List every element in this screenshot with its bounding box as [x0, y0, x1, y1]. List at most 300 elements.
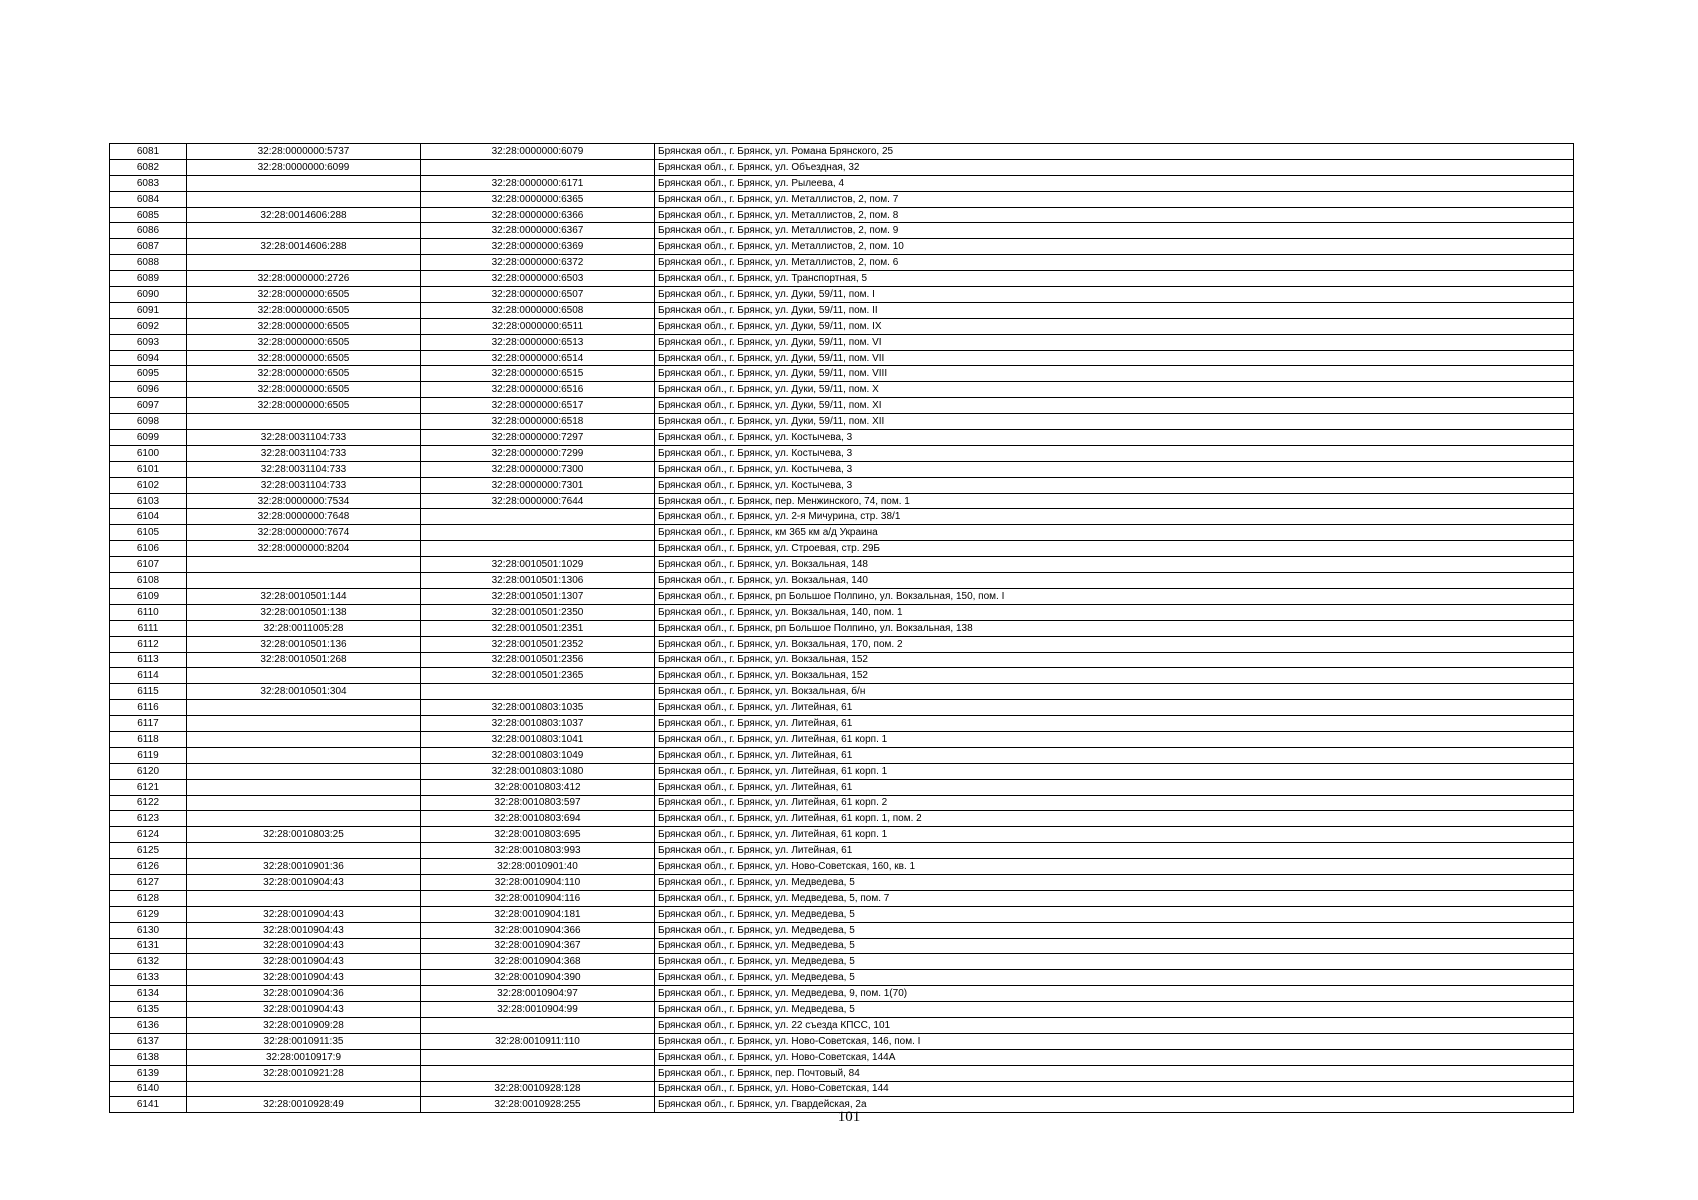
row-number-cell: 6108: [110, 573, 187, 589]
cadastral-number-cell: [187, 811, 421, 827]
table-row: [110, 588, 1574, 604]
address-cell: Брянская обл., г. Брянск, ул. Металлистов, 2, пом. 10: [655, 239, 1574, 255]
address-cell: Брянская обл., г. Брянск, ул. Вокзальная, 148: [655, 557, 1574, 573]
object-cadastral-number-cell: 32:28:0010928:128: [421, 1081, 655, 1097]
address-cell: Брянская обл., г. Брянск, ул. Костычева, 3: [655, 477, 1574, 493]
address-cell: Брянская обл., г. Брянск, ул. Рылеева, 4: [655, 175, 1574, 191]
table-row: [110, 573, 1574, 589]
table-row: [110, 255, 1574, 271]
row-number-cell: 6109: [110, 588, 187, 604]
object-cadastral-number-cell: 32:28:0010803:1035: [421, 700, 655, 716]
table-row: [110, 461, 1574, 477]
table-row: [110, 779, 1574, 795]
table-row: [110, 668, 1574, 684]
row-number-cell: 6099: [110, 430, 187, 446]
cadastral-number-cell: 32:28:0010909:28: [187, 1017, 421, 1033]
object-cadastral-number-cell: 32:28:0000000:6367: [421, 223, 655, 239]
address-cell: Брянская обл., г. Брянск, ул. Ново-Советская, 146, пом. I: [655, 1033, 1574, 1049]
table-row: [110, 970, 1574, 986]
object-cadastral-number-cell: 32:28:0010911:110: [421, 1033, 655, 1049]
object-cadastral-number-cell: 32:28:0010803:412: [421, 779, 655, 795]
object-cadastral-number-cell: 32:28:0010904:99: [421, 1002, 655, 1018]
object-cadastral-number-cell: 32:28:0000000:7299: [421, 445, 655, 461]
cadastral-number-cell: 32:28:0010921:28: [187, 1065, 421, 1081]
address-cell: Брянская обл., г. Брянск, ул. Литейная, 61: [655, 747, 1574, 763]
row-number-cell: 6115: [110, 684, 187, 700]
object-cadastral-number-cell: 32:28:0010928:255: [421, 1097, 655, 1113]
cadastral-number-cell: 32:28:0000000:6099: [187, 159, 421, 175]
cadastral-number-cell: 32:28:0000000:6505: [187, 398, 421, 414]
object-cadastral-number-cell: 32:28:0010803:993: [421, 843, 655, 859]
row-number-cell: 6104: [110, 509, 187, 525]
address-cell: Брянская обл., г. Брянск, ул. Литейная, 61: [655, 700, 1574, 716]
table-row: [110, 144, 1574, 160]
object-cadastral-number-cell: 32:28:0000000:7301: [421, 477, 655, 493]
object-cadastral-number-cell: 32:28:0000000:6079: [421, 144, 655, 160]
table-row: [110, 763, 1574, 779]
row-number-cell: 6111: [110, 620, 187, 636]
address-cell: Брянская обл., г. Брянск, ул. Литейная, 61: [655, 779, 1574, 795]
cadastral-number-cell: 32:28:0000000:6505: [187, 287, 421, 303]
row-number-cell: 6138: [110, 1049, 187, 1065]
row-number-cell: 6085: [110, 207, 187, 223]
row-number-cell: 6090: [110, 287, 187, 303]
address-cell: Брянская обл., г. Брянск, ул. Литейная, 61: [655, 716, 1574, 732]
cadastral-number-cell: [187, 700, 421, 716]
object-cadastral-number-cell: 32:28:0000000:6503: [421, 271, 655, 287]
address-cell: Брянская обл., г. Брянск, ул. Медведева, 5: [655, 906, 1574, 922]
row-number-cell: 6105: [110, 525, 187, 541]
cadastral-number-cell: [187, 557, 421, 573]
address-cell: Брянская обл., г. Брянск, рп Большое Полпино, ул. Вокзальная, 150, пом. I: [655, 588, 1574, 604]
row-number-cell: 6136: [110, 1017, 187, 1033]
cadastral-number-cell: 32:28:0010904:36: [187, 986, 421, 1002]
table-row: [110, 223, 1574, 239]
cadastral-number-cell: 32:28:0010904:43: [187, 874, 421, 890]
object-cadastral-number-cell: 32:28:0010901:40: [421, 859, 655, 875]
object-cadastral-number-cell: 32:28:0010501:2352: [421, 636, 655, 652]
object-cadastral-number-cell: 32:28:0000000:7300: [421, 461, 655, 477]
cadastral-number-cell: [187, 779, 421, 795]
table-row: [110, 811, 1574, 827]
table-row: [110, 1017, 1574, 1033]
object-cadastral-number-cell: 32:28:0010803:1037: [421, 716, 655, 732]
cadastral-number-cell: [187, 414, 421, 430]
object-cadastral-number-cell: 32:28:0010904:368: [421, 954, 655, 970]
cadastral-number-cell: [187, 731, 421, 747]
address-cell: Брянская обл., г. Брянск, пер. Менжинского, 74, пом. 1: [655, 493, 1574, 509]
object-cadastral-number-cell: [421, 1017, 655, 1033]
table-row: [110, 541, 1574, 557]
cadastral-number-cell: 32:28:0031104:733: [187, 461, 421, 477]
object-cadastral-number-cell: 32:28:0010904:110: [421, 874, 655, 890]
table-row: [110, 302, 1574, 318]
row-number-cell: 6118: [110, 731, 187, 747]
object-cadastral-number-cell: 32:28:0000000:6507: [421, 287, 655, 303]
address-cell: Брянская обл., г. Брянск, ул. Медведева, 5: [655, 1002, 1574, 1018]
object-cadastral-number-cell: 32:28:0010501:1306: [421, 573, 655, 589]
object-cadastral-number-cell: 32:28:0010501:1029: [421, 557, 655, 573]
row-number-cell: 6094: [110, 350, 187, 366]
cadastral-number-cell: [187, 255, 421, 271]
table-row: [110, 159, 1574, 175]
object-cadastral-number-cell: 32:28:0000000:7297: [421, 430, 655, 446]
table-row: [110, 986, 1574, 1002]
row-number-cell: 6100: [110, 445, 187, 461]
table-row: [110, 938, 1574, 954]
table-row: [110, 477, 1574, 493]
object-cadastral-number-cell: 32:28:0010803:694: [421, 811, 655, 827]
cadastral-number-cell: 32:28:0031104:733: [187, 477, 421, 493]
cadastral-number-cell: 32:28:0010901:36: [187, 859, 421, 875]
table-row: [110, 922, 1574, 938]
row-number-cell: 6120: [110, 763, 187, 779]
cadastral-number-cell: 32:28:0000000:6505: [187, 350, 421, 366]
table-row: [110, 271, 1574, 287]
object-cadastral-number-cell: 32:28:0010501:1307: [421, 588, 655, 604]
cadastral-number-cell: 32:28:0010501:144: [187, 588, 421, 604]
row-number-cell: 6135: [110, 1002, 187, 1018]
table-row: [110, 1049, 1574, 1065]
table-row: [110, 557, 1574, 573]
object-cadastral-number-cell: 32:28:0000000:6508: [421, 302, 655, 318]
row-number-cell: 6081: [110, 144, 187, 160]
table-row: [110, 1002, 1574, 1018]
object-cadastral-number-cell: [421, 1065, 655, 1081]
address-cell: Брянская обл., г. Брянск, км 365 км а/д Украина: [655, 525, 1574, 541]
address-cell: Брянская обл., г. Брянск, рп Большое Полпино, ул. Вокзальная, 138: [655, 620, 1574, 636]
cadastral-number-cell: 32:28:0010501:138: [187, 604, 421, 620]
address-cell: Брянская обл., г. Брянск, ул. Литейная, 61 корп. 2: [655, 795, 1574, 811]
row-number-cell: 6096: [110, 382, 187, 398]
row-number-cell: 6121: [110, 779, 187, 795]
object-cadastral-number-cell: [421, 541, 655, 557]
table-row: [110, 350, 1574, 366]
address-cell: Брянская обл., г. Брянск, ул. Медведева, 5: [655, 954, 1574, 970]
row-number-cell: 6098: [110, 414, 187, 430]
cadastral-number-cell: [187, 668, 421, 684]
cadastral-number-cell: 32:28:0000000:7534: [187, 493, 421, 509]
table-row: [110, 716, 1574, 732]
address-cell: Брянская обл., г. Брянск, ул. Металлистов, 2, пом. 6: [655, 255, 1574, 271]
row-number-cell: 6126: [110, 859, 187, 875]
object-cadastral-number-cell: 32:28:0010904:390: [421, 970, 655, 986]
row-number-cell: 6101: [110, 461, 187, 477]
table-row: [110, 175, 1574, 191]
table-row: [110, 382, 1574, 398]
object-cadastral-number-cell: [421, 509, 655, 525]
table-row: [110, 366, 1574, 382]
address-cell: Брянская обл., г. Брянск, ул. Дуки, 59/11, пом. II: [655, 302, 1574, 318]
row-number-cell: 6134: [110, 986, 187, 1002]
table-row: [110, 954, 1574, 970]
registry-table-body: [110, 144, 1574, 1113]
address-cell: Брянская обл., г. Брянск, ул. Вокзальная, б/н: [655, 684, 1574, 700]
table-row: [110, 652, 1574, 668]
table-row: [110, 604, 1574, 620]
address-cell: Брянская обл., г. Брянск, ул. Костычева, 3: [655, 461, 1574, 477]
cadastral-number-cell: [187, 843, 421, 859]
object-cadastral-number-cell: 32:28:0010803:695: [421, 827, 655, 843]
object-cadastral-number-cell: 32:28:0010904:116: [421, 890, 655, 906]
row-number-cell: 6113: [110, 652, 187, 668]
cadastral-number-cell: [187, 716, 421, 732]
cadastral-number-cell: 32:28:0014606:288: [187, 207, 421, 223]
address-cell: Брянская обл., г. Брянск, ул. Вокзальная, 152: [655, 652, 1574, 668]
object-cadastral-number-cell: 32:28:0010501:2350: [421, 604, 655, 620]
table-row: [110, 906, 1574, 922]
table-row: [110, 414, 1574, 430]
cadastral-number-cell: 32:28:0010911:35: [187, 1033, 421, 1049]
table-row: [110, 874, 1574, 890]
cadastral-number-cell: 32:28:0010501:268: [187, 652, 421, 668]
cadastral-number-cell: 32:28:0000000:2726: [187, 271, 421, 287]
object-cadastral-number-cell: 32:28:0000000:6511: [421, 318, 655, 334]
cadastral-number-cell: 32:28:0010928:49: [187, 1097, 421, 1113]
cadastral-number-cell: 32:28:0000000:6505: [187, 382, 421, 398]
cadastral-number-cell: [187, 191, 421, 207]
object-cadastral-number-cell: 32:28:0010904:181: [421, 906, 655, 922]
row-number-cell: 6119: [110, 747, 187, 763]
row-number-cell: 6097: [110, 398, 187, 414]
page-number: 101: [837, 1109, 861, 1125]
address-cell: Брянская обл., г. Брянск, ул. Литейная, 61 корп. 1: [655, 827, 1574, 843]
row-number-cell: 6112: [110, 636, 187, 652]
cadastral-number-cell: 32:28:0010904:43: [187, 1002, 421, 1018]
table-row: [110, 207, 1574, 223]
cadastral-number-cell: [187, 795, 421, 811]
row-number-cell: 6095: [110, 366, 187, 382]
object-cadastral-number-cell: 32:28:0000000:6517: [421, 398, 655, 414]
object-cadastral-number-cell: 32:28:0010803:1049: [421, 747, 655, 763]
table-row: [110, 859, 1574, 875]
table-row: [110, 795, 1574, 811]
row-number-cell: 6091: [110, 302, 187, 318]
object-cadastral-number-cell: 32:28:0000000:6513: [421, 334, 655, 350]
row-number-cell: 6133: [110, 970, 187, 986]
cadastral-number-cell: 32:28:0000000:6505: [187, 318, 421, 334]
address-cell: Брянская обл., г. Брянск, ул. 22 съезда КПСС, 101: [655, 1017, 1574, 1033]
table-row: [110, 509, 1574, 525]
cadastral-number-cell: 32:28:0010501:304: [187, 684, 421, 700]
cadastral-number-cell: 32:28:0000000:7674: [187, 525, 421, 541]
table-row: [110, 684, 1574, 700]
object-cadastral-number-cell: 32:28:0000000:6515: [421, 366, 655, 382]
row-number-cell: 6130: [110, 922, 187, 938]
table-row: [110, 191, 1574, 207]
address-cell: Брянская обл., г. Брянск, ул. Дуки, 59/11, пом. X: [655, 382, 1574, 398]
row-number-cell: 6132: [110, 954, 187, 970]
table-row: [110, 636, 1574, 652]
object-cadastral-number-cell: 32:28:0000000:6365: [421, 191, 655, 207]
cadastral-number-cell: [187, 1081, 421, 1097]
address-cell: Брянская обл., г. Брянск, ул. Металлистов, 2, пом. 9: [655, 223, 1574, 239]
object-cadastral-number-cell: [421, 684, 655, 700]
row-number-cell: 6083: [110, 175, 187, 191]
row-number-cell: 6088: [110, 255, 187, 271]
cadastral-number-cell: [187, 573, 421, 589]
address-cell: Брянская обл., г. Брянск, ул. Вокзальная, 140, пом. 1: [655, 604, 1574, 620]
address-cell: Брянская обл., г. Брянск, ул. Вокзальная, 152: [655, 668, 1574, 684]
address-cell: Брянская обл., г. Брянск, ул. Литейная, 61 корп. 1: [655, 731, 1574, 747]
cadastral-number-cell: 32:28:0010917:9: [187, 1049, 421, 1065]
cadastral-number-cell: 32:28:0031104:733: [187, 430, 421, 446]
cadastral-number-cell: 32:28:0000000:8204: [187, 541, 421, 557]
object-cadastral-number-cell: [421, 525, 655, 541]
cadastral-number-cell: 32:28:0010501:136: [187, 636, 421, 652]
address-cell: Брянская обл., г. Брянск, ул. Дуки, 59/11, пом. VI: [655, 334, 1574, 350]
object-cadastral-number-cell: 32:28:0010501:2356: [421, 652, 655, 668]
table-row: [110, 620, 1574, 636]
object-cadastral-number-cell: 32:28:0000000:6369: [421, 239, 655, 255]
address-cell: Брянская обл., г. Брянск, ул. Ново-Советская, 144: [655, 1081, 1574, 1097]
address-cell: Брянская обл., г. Брянск, ул. Транспортная, 5: [655, 271, 1574, 287]
object-cadastral-number-cell: 32:28:0010501:2365: [421, 668, 655, 684]
object-cadastral-number-cell: 32:28:0010501:2351: [421, 620, 655, 636]
row-number-cell: 6102: [110, 477, 187, 493]
object-cadastral-number-cell: 32:28:0010803:1041: [421, 731, 655, 747]
cadastral-number-cell: 32:28:0010904:43: [187, 922, 421, 938]
address-cell: Брянская обл., г. Брянск, ул. Костычева, 3: [655, 445, 1574, 461]
object-cadastral-number-cell: 32:28:0000000:7644: [421, 493, 655, 509]
object-cadastral-number-cell: 32:28:0000000:6372: [421, 255, 655, 271]
table-row: [110, 318, 1574, 334]
cadastral-number-cell: 32:28:0011005:28: [187, 620, 421, 636]
row-number-cell: 6082: [110, 159, 187, 175]
cadastral-number-cell: 32:28:0000000:6505: [187, 302, 421, 318]
row-number-cell: 6084: [110, 191, 187, 207]
address-cell: Брянская обл., г. Брянск, ул. Металлистов, 2, пом. 7: [655, 191, 1574, 207]
table-row: [110, 287, 1574, 303]
row-number-cell: 6116: [110, 700, 187, 716]
row-number-cell: 6128: [110, 890, 187, 906]
address-cell: Брянская обл., г. Брянск, ул. Романа Брянского, 25: [655, 144, 1574, 160]
object-cadastral-number-cell: 32:28:0000000:6516: [421, 382, 655, 398]
address-cell: Брянская обл., г. Брянск, ул. Литейная, 61: [655, 843, 1574, 859]
cadastral-number-cell: 32:28:0010904:43: [187, 954, 421, 970]
object-cadastral-number-cell: 32:28:0010803:597: [421, 795, 655, 811]
table-row: [110, 1081, 1574, 1097]
address-cell: Брянская обл., г. Брянск, ул. Медведева, 5: [655, 922, 1574, 938]
table-row: [110, 747, 1574, 763]
row-number-cell: 6086: [110, 223, 187, 239]
cadastral-number-cell: [187, 890, 421, 906]
address-cell: Брянская обл., г. Брянск, ул. 2-я Мичурина, стр. 38/1: [655, 509, 1574, 525]
cadastral-number-cell: 32:28:0000000:5737: [187, 144, 421, 160]
table-row: [110, 1033, 1574, 1049]
address-cell: Брянская обл., г. Брянск, ул. Гвардейская, 2а: [655, 1097, 1574, 1113]
cadastral-number-cell: [187, 223, 421, 239]
object-cadastral-number-cell: [421, 159, 655, 175]
address-cell: Брянская обл., г. Брянск, ул. Дуки, 59/11, пом. XII: [655, 414, 1574, 430]
cadastral-number-cell: 32:28:0014606:288: [187, 239, 421, 255]
object-cadastral-number-cell: [421, 1049, 655, 1065]
address-cell: Брянская обл., г. Брянск, ул. Медведева, 5: [655, 874, 1574, 890]
table-row: [110, 700, 1574, 716]
cadastral-number-cell: 32:28:0010904:43: [187, 938, 421, 954]
row-number-cell: 6093: [110, 334, 187, 350]
row-number-cell: 6087: [110, 239, 187, 255]
cadastral-number-cell: 32:28:0010904:43: [187, 906, 421, 922]
row-number-cell: 6129: [110, 906, 187, 922]
cadastral-number-cell: 32:28:0000000:7648: [187, 509, 421, 525]
cadastral-number-cell: 32:28:0000000:6505: [187, 334, 421, 350]
address-cell: Брянская обл., г. Брянск, ул. Дуки, 59/11, пом. IX: [655, 318, 1574, 334]
row-number-cell: 6123: [110, 811, 187, 827]
object-cadastral-number-cell: 32:28:0000000:6518: [421, 414, 655, 430]
object-cadastral-number-cell: 32:28:0000000:6514: [421, 350, 655, 366]
address-cell: Брянская обл., г. Брянск, ул. Ново-Советская, 144А: [655, 1049, 1574, 1065]
row-number-cell: 6131: [110, 938, 187, 954]
address-cell: Брянская обл., г. Брянск, ул. Вокзальная, 170, пом. 2: [655, 636, 1574, 652]
row-number-cell: 6092: [110, 318, 187, 334]
address-cell: Брянская обл., г. Брянск, ул. Литейная, 61 корп. 1, пом. 2: [655, 811, 1574, 827]
table-row: [110, 843, 1574, 859]
address-cell: Брянская обл., г. Брянск, ул. Костычева, 3: [655, 430, 1574, 446]
cadastral-number-cell: 32:28:0000000:6505: [187, 366, 421, 382]
table-row: [110, 1065, 1574, 1081]
address-cell: Брянская обл., г. Брянск, ул. Медведева, 9, пом. 1(70): [655, 986, 1574, 1002]
address-cell: Брянская обл., г. Брянск, ул. Строевая, стр. 29Б: [655, 541, 1574, 557]
object-cadastral-number-cell: 32:28:0010904:367: [421, 938, 655, 954]
registry-table: [109, 143, 1574, 1113]
address-cell: Брянская обл., г. Брянск, ул. Дуки, 59/11, пом. I: [655, 287, 1574, 303]
address-cell: Брянская обл., г. Брянск, ул. Литейная, 61 корп. 1: [655, 763, 1574, 779]
table-row: [110, 493, 1574, 509]
row-number-cell: 6124: [110, 827, 187, 843]
table-row: [110, 445, 1574, 461]
row-number-cell: 6103: [110, 493, 187, 509]
table-row: [110, 239, 1574, 255]
cadastral-number-cell: [187, 747, 421, 763]
row-number-cell: 6141: [110, 1097, 187, 1113]
row-number-cell: 6140: [110, 1081, 187, 1097]
table-row: [110, 890, 1574, 906]
address-cell: Брянская обл., г. Брянск, ул. Медведева, 5, пом. 7: [655, 890, 1574, 906]
row-number-cell: 6137: [110, 1033, 187, 1049]
row-number-cell: 6117: [110, 716, 187, 732]
row-number-cell: 6125: [110, 843, 187, 859]
cadastral-number-cell: 32:28:0010803:25: [187, 827, 421, 843]
cadastral-number-cell: [187, 175, 421, 191]
address-cell: Брянская обл., г. Брянск, ул. Дуки, 59/11, пом. XI: [655, 398, 1574, 414]
object-cadastral-number-cell: 32:28:0010904:97: [421, 986, 655, 1002]
address-cell: Брянская обл., г. Брянск, ул. Дуки, 59/11, пом. VIII: [655, 366, 1574, 382]
table-row: [110, 731, 1574, 747]
cadastral-number-cell: 32:28:0031104:733: [187, 445, 421, 461]
address-cell: Брянская обл., г. Брянск, пер. Почтовый, 84: [655, 1065, 1574, 1081]
row-number-cell: 6127: [110, 874, 187, 890]
address-cell: Брянская обл., г. Брянск, ул. Медведева, 5: [655, 938, 1574, 954]
object-cadastral-number-cell: 32:28:0000000:6366: [421, 207, 655, 223]
row-number-cell: 6114: [110, 668, 187, 684]
address-cell: Брянская обл., г. Брянск, ул. Дуки, 59/11, пом. VII: [655, 350, 1574, 366]
table-row: [110, 398, 1574, 414]
row-number-cell: 6122: [110, 795, 187, 811]
cadastral-number-cell: 32:28:0010904:43: [187, 970, 421, 986]
address-cell: Брянская обл., г. Брянск, ул. Медведева, 5: [655, 970, 1574, 986]
address-cell: Брянская обл., г. Брянск, ул. Ново-Советская, 160, кв. 1: [655, 859, 1574, 875]
table-row: [110, 525, 1574, 541]
row-number-cell: 6107: [110, 557, 187, 573]
table-row: [110, 430, 1574, 446]
object-cadastral-number-cell: 32:28:0010904:366: [421, 922, 655, 938]
address-cell: Брянская обл., г. Брянск, ул. Объездная, 32: [655, 159, 1574, 175]
address-cell: Брянская обл., г. Брянск, ул. Металлистов, 2, пом. 8: [655, 207, 1574, 223]
object-cadastral-number-cell: 32:28:0000000:6171: [421, 175, 655, 191]
table-row: [110, 827, 1574, 843]
row-number-cell: 6089: [110, 271, 187, 287]
